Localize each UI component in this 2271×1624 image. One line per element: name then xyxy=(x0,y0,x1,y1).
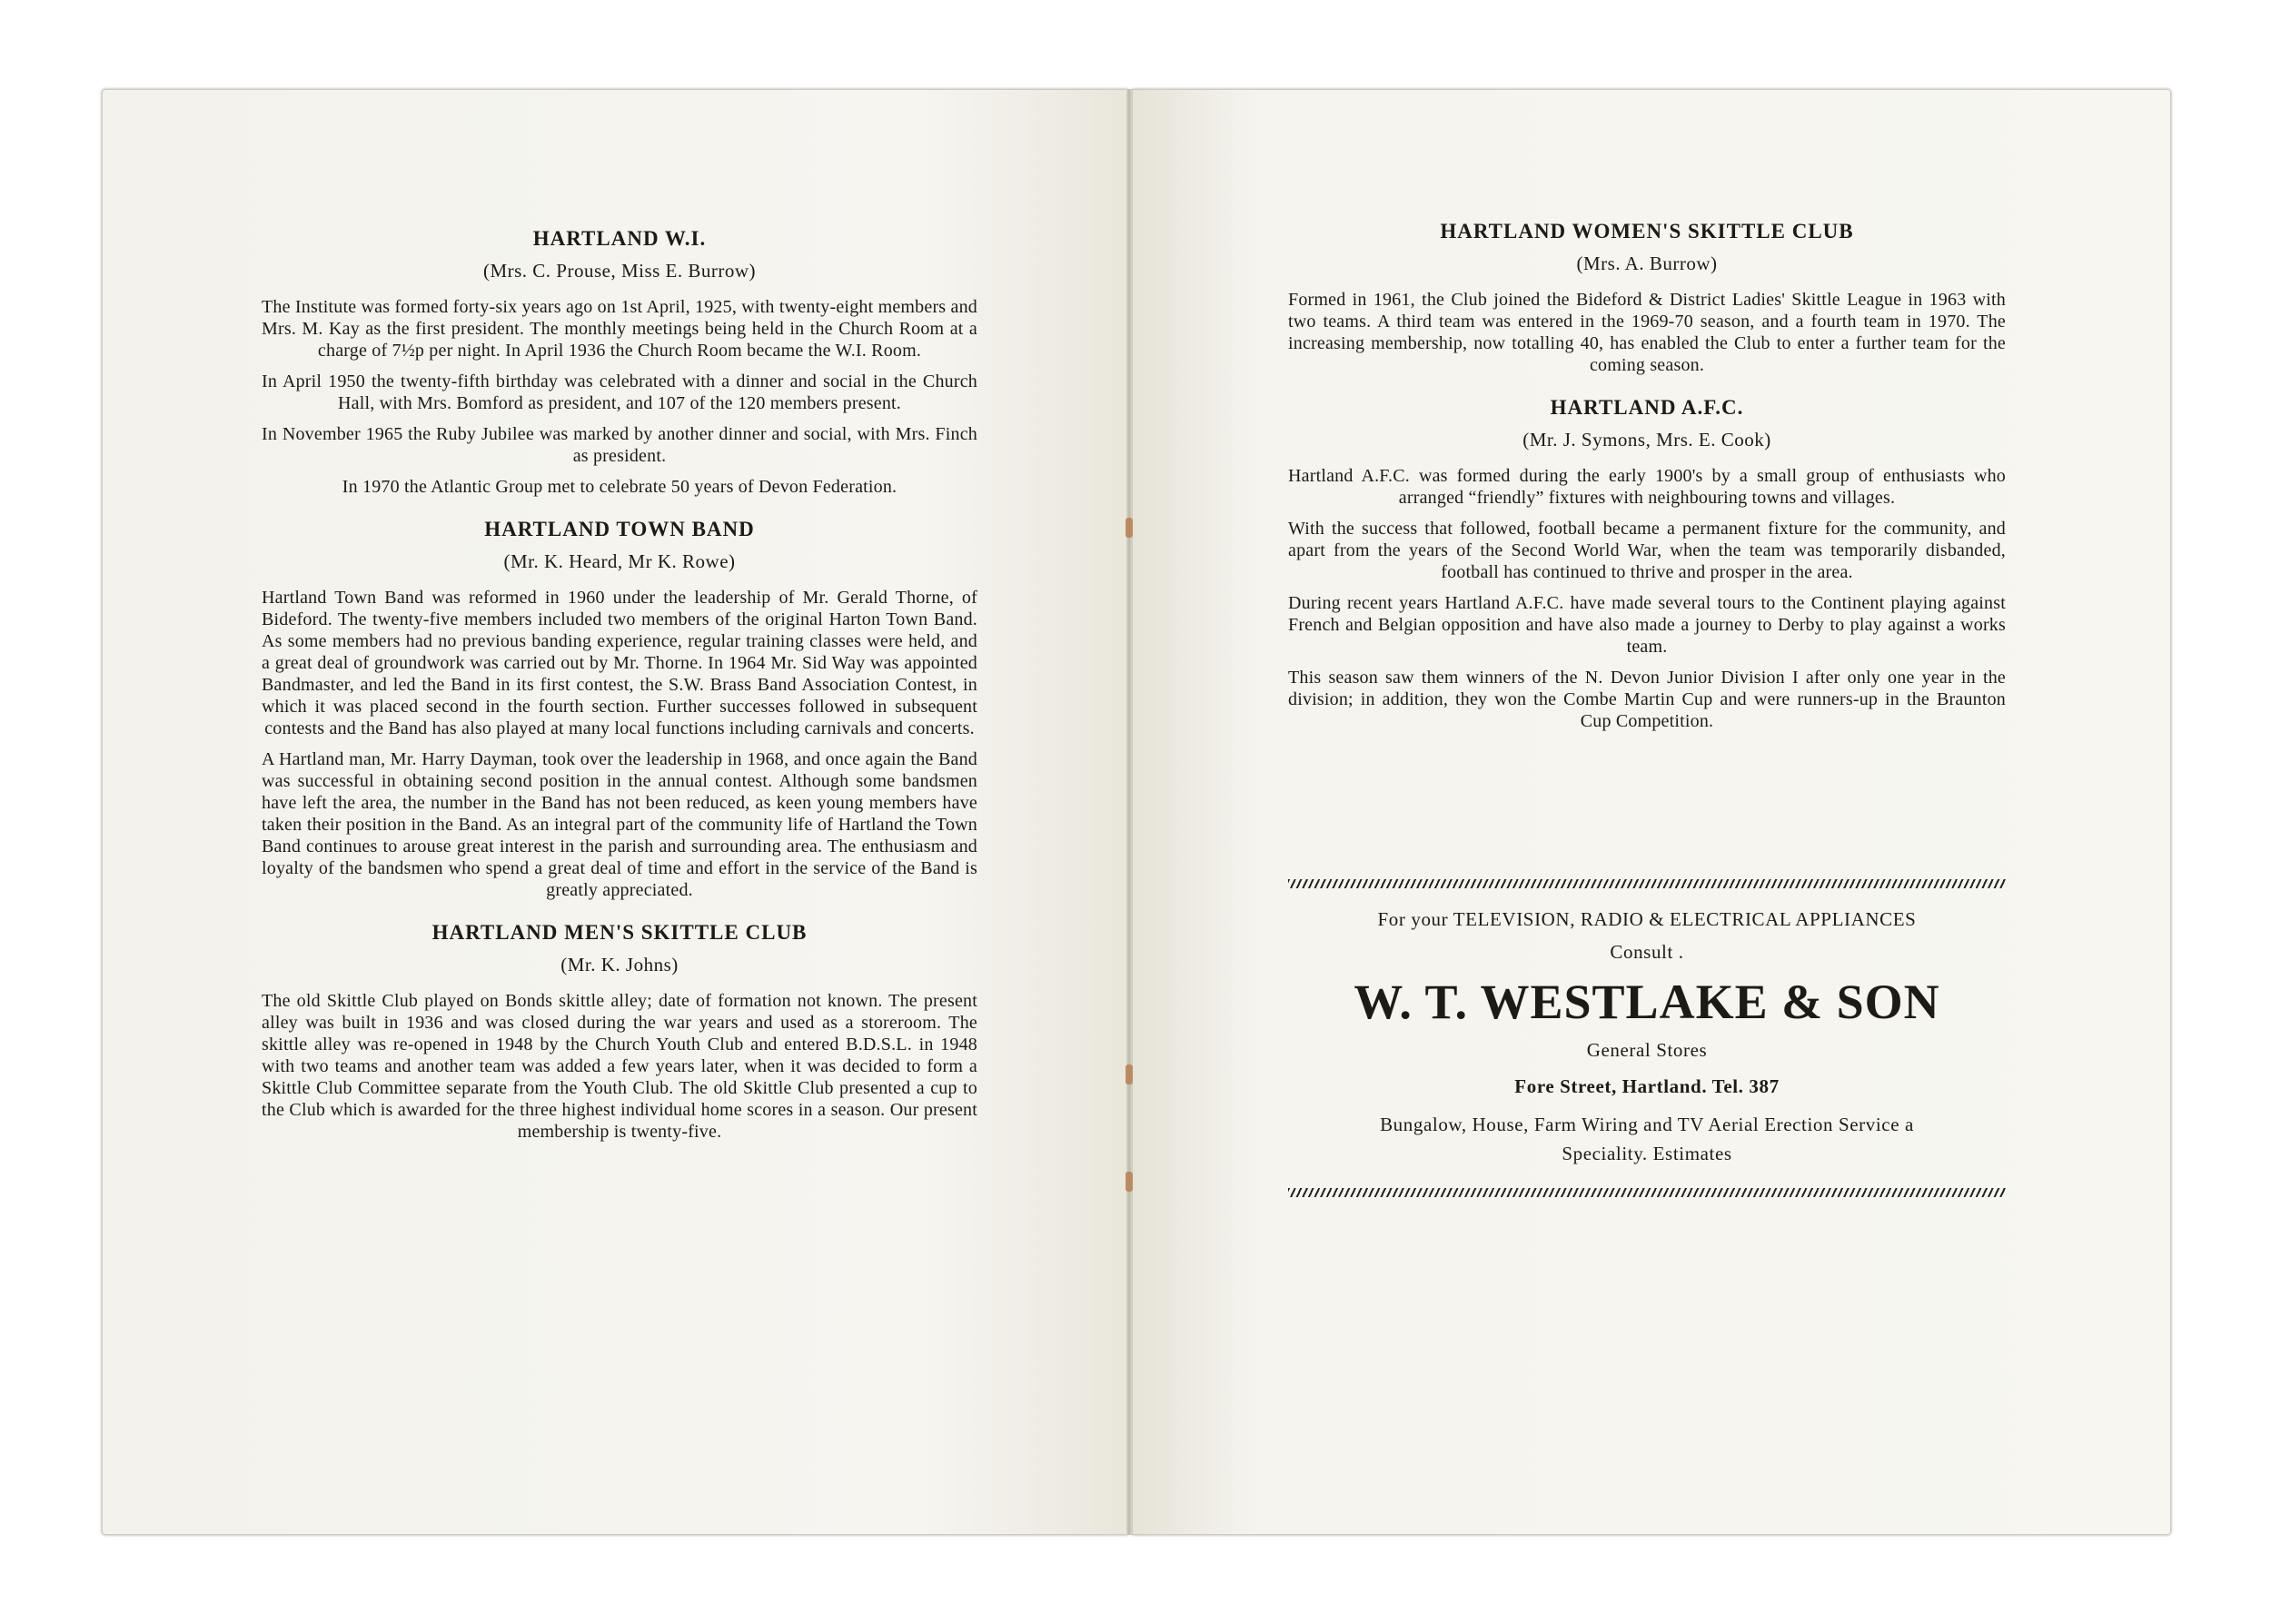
advert-services: Bungalow, House, Farm Wiring and TV Aerial Erection Service a xyxy=(1380,1114,1914,1135)
staple-mark xyxy=(1126,1172,1133,1192)
advert-services-cont: Speciality. Estimates xyxy=(1562,1143,1732,1164)
section-womens-skittle-club xyxy=(1288,218,2006,376)
paragraph: This season saw them winners of the N. Devon Junior Division I after only one year in the division; in addition, they won the Combe Martin Cup and were runners-up in the Braunton Cup Competition. xyxy=(1288,668,2006,731)
advertisement xyxy=(1288,879,2006,1197)
paragraph: The old Skittle Club played on Bonds skittle alley; date of formation not known. The present alley was built in 1936 and was closed during the war years and used as a storeroom. The skittle alley was re-opened in 1948 by the Church Youth Club and entered B.D.S.L. in 1948 with two teams and another team was added a few years later, when it was decided to form a Skittle Club Committee separate from the Youth Club. The old Skittle Club presented a cup to the Club which is awarded for the three highest individual home scores in a season. Our present membership is twenty-five. xyxy=(262,991,977,1142)
paragraph: Formed in 1961, the Club joined the Bideford & District Ladies' Skittle League in 1963 with two teams. A third team was entered in the 1969-70 season, and a fourth team in 1970. The increasing membership, now totalling 40, has enabled the Club to enter a further team for the coming season. xyxy=(1288,290,2006,375)
section-title: HARTLAND WOMEN'S SKITTLE CLUB xyxy=(1440,220,1854,243)
paragraph: With the success that followed, football became a permanent fixture for the community, and apart from the years of the Second World War, when the team was temporarily disbanded, football has continued to thrive and prosper in the area. xyxy=(1288,519,2006,582)
paragraph: In 1970 the Atlantic Group met to celebrate 50 years of Devon Federation. xyxy=(342,477,897,497)
right-column xyxy=(1288,218,2006,1197)
paragraph: During recent years Hartland A.F.C. have made several tours to the Continent playing against French and Belgian opposition and have also made a journey to Derby to play against a works team. xyxy=(1288,593,2006,657)
left-column xyxy=(262,225,977,1152)
section-title: HARTLAND W.I. xyxy=(532,227,707,250)
paragraph: In April 1950 the twenty-fifth birthday was celebrated with a dinner and social in the Church Hall, with Mrs. Bomford as president, and 107 of the 120 members present. xyxy=(262,371,977,413)
section-title: HARTLAND A.F.C. xyxy=(1550,396,1744,419)
advert-general-stores: General Stores xyxy=(1586,1039,1708,1061)
paragraph: The Institute was formed forty-six years ago on 1st April, 1925, with twenty-eight members and Mrs. M. Kay as the first president. The monthly meetings being held in the Church Room at a charge of 7½p per night. In April 1936 the Church Room became the W.I. Room. xyxy=(262,297,977,361)
paragraph: A Hartland man, Mr. Harry Dayman, took over the leadership in 1968, and once again the Band was successful in obtaining second position in the annual contest. Although some bandsmen have left the area, the number in the Band has not been reduced, as keen young members have taken their position in the Band. As an integral part of the community life of Hartland the Town Band continues to arouse great interest in the parish and surrounding area. The enthusiasm and loyalty of the bandsmen who spend a great deal of time and effort in the service of the Band is greatly appreciated. xyxy=(262,749,977,900)
paragraph: In November 1965 the Ruby Jubilee was marked by another dinner and social, with Mrs. Finch as president. xyxy=(262,424,977,466)
section-title: HARTLAND TOWN BAND xyxy=(484,518,755,540)
advert-tagline: For your TELEVISION, RADIO & ELECTRICAL APPLIANCES xyxy=(1377,908,1917,930)
section-contact: (Mr. K. Heard, Mr K. Rowe) xyxy=(503,550,736,572)
paragraph: Hartland A.F.C. was formed during the early 1900's by a small group of enthusiasts who arranged “friendly” fixtures with neighbouring towns and villages. xyxy=(1288,466,2006,508)
paragraph: Hartland Town Band was reformed in 1960 under the leadership of Mr. Gerald Thorne, of Bideford. The twenty-five members included two members of the original Harton Town Band. As some members had no previous banding experience, regular training classes were held, and a great deal of groundwork was carried out by Mr. Thorne. In 1964 Mr. Sid Way was appointed Bandmaster, and led the Band in its first contest, the S.W. Brass Band Association Contest, in which it was placed second in the fourth section. Further successes followed in subsequent contests and the Band has also played at many local functions including carnivals and concerts. xyxy=(262,588,977,738)
section-contact: (Mr. K. Johns) xyxy=(560,954,679,975)
staple-mark xyxy=(1126,1065,1133,1084)
section-title: HARTLAND MEN'S SKITTLE CLUB xyxy=(431,921,808,944)
section-contact: (Mrs. A. Burrow) xyxy=(1576,253,1718,274)
staple-mark xyxy=(1126,518,1133,538)
section-hartland-afc xyxy=(1288,394,2006,732)
hatched-divider xyxy=(1288,1188,2006,1197)
advert-consult: Consult . xyxy=(1610,941,1684,963)
advert-business-name: W. T. WESTLAKE & SON xyxy=(1354,975,1940,1029)
section-hartland-town-band xyxy=(262,516,977,901)
book-gutter xyxy=(1126,89,1132,1535)
section-contact: (Mr. J. Symons, Mrs. E. Cook) xyxy=(1522,429,1771,451)
hatched-divider xyxy=(1288,879,2006,888)
section-mens-skittle-club xyxy=(262,919,977,1143)
section-contact: (Mrs. C. Prouse, Miss E. Burrow) xyxy=(482,260,757,282)
advert-address: Fore Street, Hartland. Tel. 387 xyxy=(1514,1075,1780,1097)
section-hartland-wi xyxy=(262,225,977,498)
